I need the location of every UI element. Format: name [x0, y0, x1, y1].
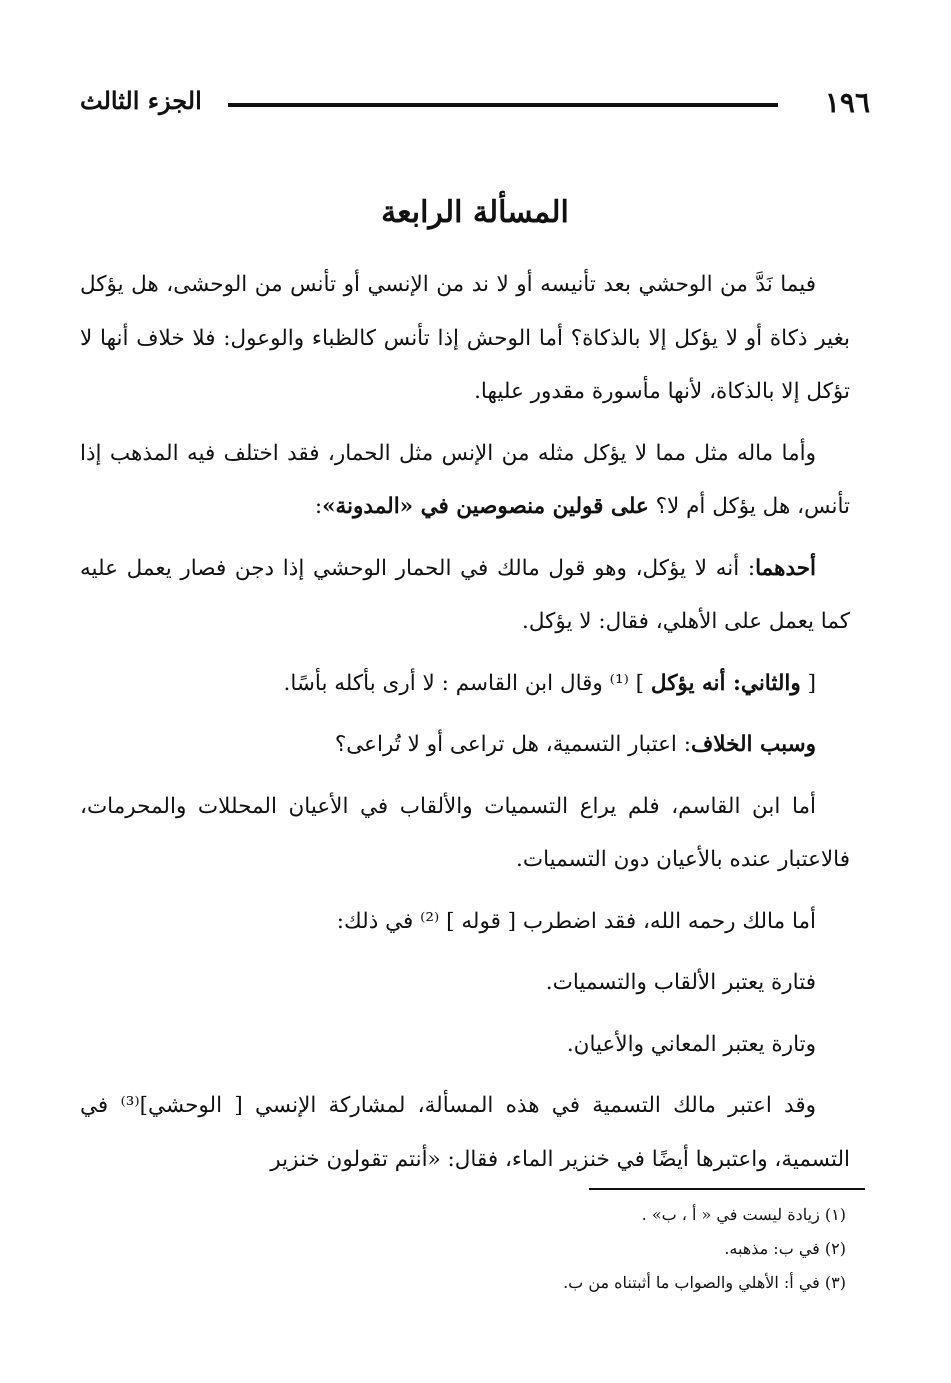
- paragraph-4-lead: والثاني: أنه يؤكل: [650, 670, 801, 696]
- paragraph-2-bold: على قولين منصوصين في «المدونة»: [322, 494, 649, 519]
- paragraph-3: [80, 542, 850, 649]
- paragraph-5-text: : اعتبار التسمية، هل تراعى أو لا تُراعى؟: [334, 732, 691, 757]
- body-text: [80, 258, 850, 1194]
- running-header: [80, 82, 870, 122]
- paragraph-5-lead: وسبب الخلاف: [690, 732, 816, 757]
- paragraph-7: أما مالك رحمه الله، فقد اضطرب [ قوله ] ⁽²⁾ في ذلك:: [336, 908, 816, 934]
- paragraph-4: [80, 657, 850, 711]
- paragraph-1: فيما نَدَّ من الوحشي بعد تأنيسه أو لا ند من الإنسي أو تأنس من الوحشى، هل يؤكل بغير ذكاة أو لا يؤكل إلا بالذكاة؟ أما الوحش إذا تأنس كالظباء والوعول: فلا خلاف أنها لا تؤكل إلا بالذكاة، لأنها مأسورة مقدور عليها.: [80, 272, 850, 404]
- paragraph-4-text: ] ⁽¹⁾ وقال ابن القاسم : لا أرى بأكله بأسًا.: [283, 670, 651, 696]
- paragraph-2: [80, 427, 850, 534]
- paragraph-2-end: :: [314, 494, 323, 519]
- paragraph-2-text: وأما ماله مثل مما لا يؤكل مثله من الإنس مثل الحمار، فقد اختلف فيه المذهب إذا تأنس، هل يؤكل أم لا؟: [80, 440, 850, 519]
- paragraph-3-lead: أحدهما: [755, 555, 816, 581]
- footnote-separator: [589, 1188, 865, 1190]
- header-rule: [228, 103, 778, 107]
- footnote-1: (١) زيادة ليست في « أ ، ب» .: [641, 1205, 846, 1224]
- paragraph-3-text: : أنه لا يؤكل، وهو قول مالك في الحمار الوحشي إذا دجن فصار يعمل عليه كما يعمل على الأهلي، فقال: لا يؤكل.: [80, 555, 850, 634]
- section-heading: المسألة الرابعة: [381, 195, 569, 230]
- paragraph-6: أما ابن القاسم، فلم يراع التسميات والألقاب في الأعيان المحللات والمحرمات، فالاعتبار عنده بالأعيان دون التسميات.: [80, 793, 850, 872]
- paragraph-4-bracket: [: [800, 670, 816, 696]
- paragraph-5: [80, 718, 850, 772]
- paragraph-9: وتارة يعتبر المعاني والأعيان.: [566, 1031, 816, 1057]
- footnote-2: (٢) في ب: مذهبه.: [724, 1239, 846, 1258]
- footnote-3: (٣) في أ: الأهلي والصواب ما أثبتناه من ب.: [563, 1273, 846, 1292]
- paragraph-8: فتارة يعتبر الألقاب والتسميات.: [545, 970, 816, 995]
- running-header-title: الجزء الثالث: [80, 86, 202, 115]
- footnotes: [80, 1198, 846, 1300]
- paragraph-10: وقد اعتبر مالك التسمية في هذه المسألة، لمشاركة الإنسي [ الوحشي]⁽³⁾ في التسمية، واعتبرها أيضًا في خنزير الماء، فقال: «أنتم تقولون خنزير: [80, 1093, 850, 1172]
- page-number: ١٩٦: [824, 86, 870, 119]
